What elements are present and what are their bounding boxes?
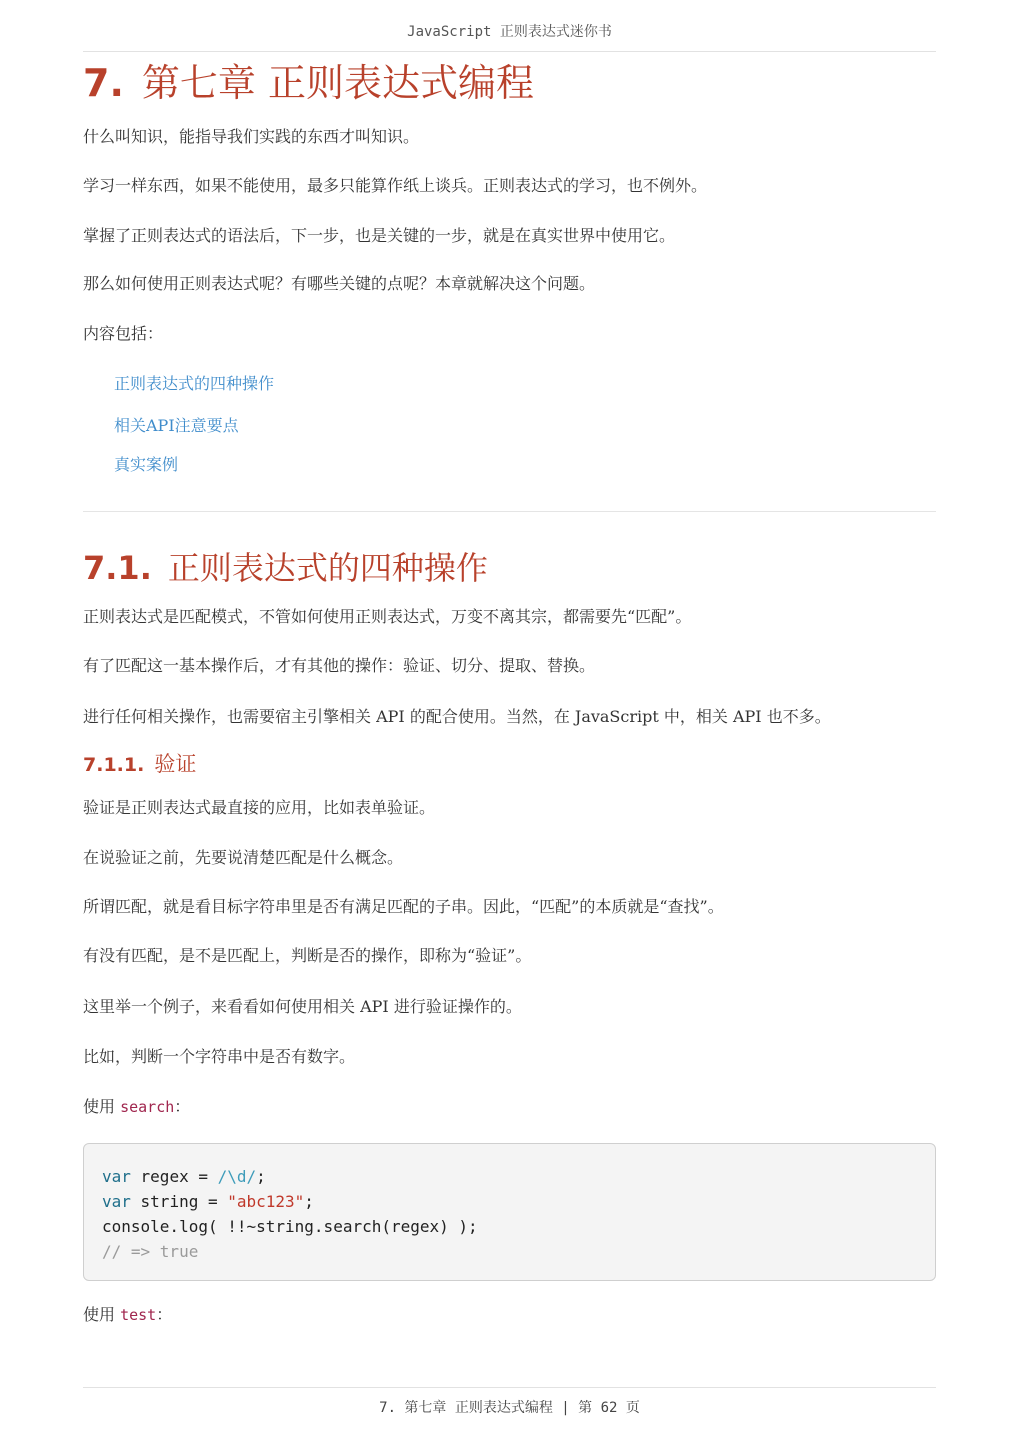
section-paragraph: 进行任何相关操作，也需要宿主引擎相关 API 的配合使用。当然，在 JavaScript 中，相关 API 也不多。 [83,707,831,726]
toc-link-four-operations[interactable]: 正则表达式的四种操作 [114,374,275,393]
chapter-toc [83,372,936,477]
section-title: 正则表达式的四种操作 [167,549,488,587]
use-search-prefix: 使用 [83,1097,121,1116]
subsection-number: 7.1.1. [83,754,145,776]
code-string: "abc123" [227,1192,305,1211]
intro-paragraph: 那么如何使用正则表达式呢？有哪些关键的点呢？本章就解决这个问题。 [83,274,596,293]
subsection-title: 验证 [154,752,197,776]
section-heading [83,546,936,590]
section-number: 7.1. [83,549,152,587]
toc-item[interactable] [114,453,936,477]
subsection-paragraph: 在说验证之前，先要说清楚匹配是什么概念。 [83,848,404,867]
use-test-suffix: ： [156,1305,173,1324]
toc-link-api-notes[interactable]: 相关API注意要点 [114,416,239,435]
subsection-heading [83,749,936,780]
code-regex: /\d/ [217,1167,257,1186]
use-search-line [83,1095,936,1119]
inline-code-search: search [120,1098,175,1116]
chapter-number: 7. [83,61,124,105]
code-line: console.log( !!~string.search(regex) ); [102,1217,478,1236]
book-title: JavaScript 正则表达式迷你书 [407,24,612,40]
code-keyword: var [102,1192,131,1211]
running-header [83,0,936,52]
code-line [102,1189,917,1214]
toc-item[interactable] [114,372,936,396]
use-test-prefix: 使用 [83,1305,121,1324]
section-paragraph: 有了匹配这一基本操作后，才有其他的操作：验证、切分、提取、替换。 [83,656,596,675]
page-content [83,58,936,1327]
use-test-line [83,1303,936,1327]
code-text: string = [130,1192,228,1211]
intro-paragraph: 什么叫知识，能指导我们实践的东西才叫知识。 [83,127,420,146]
code-block [83,1143,936,1281]
contents-label: 内容包括： [83,324,164,343]
inline-code-test: test [120,1306,157,1324]
subsection-paragraph: 验证是正则表达式最直接的应用，比如表单验证。 [83,798,436,817]
code-text: ; [256,1167,266,1186]
intro-paragraph: 学习一样东西，如果不能使用，最多只能算作纸上谈兵。正则表达式的学习，也不例外。 [83,176,708,195]
code-keyword: var [102,1167,131,1186]
code-text: regex = [130,1167,218,1186]
subsection-paragraph: 这里举一个例子，来看看如何使用相关 API 进行验证操作的。 [83,997,522,1016]
subsection-paragraph: 比如，判断一个字符串中是否有数字。 [83,1047,356,1066]
running-footer [83,1387,936,1441]
section-paragraph: 正则表达式是匹配模式，不管如何使用正则表达式，万变不离其宗，都需要先“匹配”。 [83,607,692,626]
intro-paragraph: 掌握了正则表达式的语法后，下一步，也是关键的一步，就是在真实世界中使用它。 [83,226,676,245]
chapter-heading [83,58,936,110]
code-line [102,1164,917,1189]
code-comment: // => true [102,1242,199,1261]
footer-page-info: 7. 第七章 正则表达式编程 | 第 62 页 [379,1400,640,1416]
code-text: ; [304,1192,314,1211]
subsection-paragraph: 所谓匹配，就是看目标字符串里是否有满足匹配的子串。因此，“匹配”的本质就是“查找”。 [83,897,724,916]
toc-link-real-cases[interactable]: 真实案例 [114,455,179,474]
chapter-title: 第七章 正则表达式编程 [141,61,534,105]
section-divider [83,511,936,512]
subsection-paragraph: 有没有匹配，是不是匹配上，判断是否的操作，即称为“验证”。 [83,946,532,965]
use-search-suffix: ： [174,1097,191,1116]
toc-item[interactable] [114,414,936,438]
